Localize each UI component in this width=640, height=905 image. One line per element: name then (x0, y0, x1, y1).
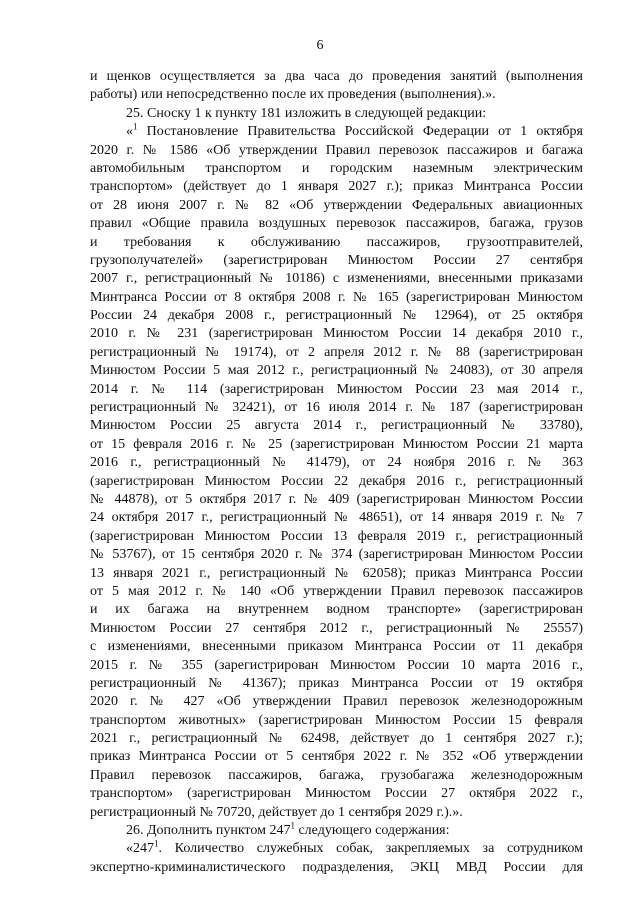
footnote-marker: 1 (290, 820, 295, 831)
text-line: и требования к обслуживанию пассажиров, грузоотправителей, (90, 234, 583, 250)
text-line: № 44878), от 5 октября 2017 г. № 409 (зарегистрирован Минюстом России (90, 491, 583, 507)
text-line: 2020 г. № 427 «Об утверждении Правил перевозок железнодорожным (90, 694, 583, 710)
text-line: (зарегистрирован Минюстом России 13 февраля 2019 г., регистрационный (90, 528, 583, 544)
text-line: правил «Общие правила воздушных перевозок пассажиров, багажа, грузов (90, 216, 583, 232)
text-line: 24 октября 2017 г., регистрационный № 48651), от 14 января 2019 г. № 7 (90, 510, 583, 526)
text-line: и их багажа на внутреннем водном транспорте» (зарегистрирован (90, 602, 583, 618)
text-line: транспортом» (зарегистрирован Минюстом России 27 октября 2022 г., (90, 786, 583, 802)
page-number: 6 (316, 38, 324, 53)
document-body (90, 68, 583, 877)
text-line: 2007 г., регистрационный № 10186) с изменениями, внесенными приказами (90, 271, 583, 287)
text-line: приказ Минтранса России от 5 сентября 2022 г. № 352 «Об утверждении (90, 749, 583, 765)
text-line: 2016 г., регистрационный № 41479), от 24 ноября 2016 г. № 363 (90, 455, 583, 471)
text-line: 13 января 2021 г., регистрационный № 62058); приказ Минтранса России (90, 565, 583, 581)
text-line: Минюстом России 27 сентября 2012 г., регистрационный № 25557) (90, 620, 583, 636)
text-line: (зарегистрирован Минюстом России 22 декабря 2016 г., регистрационный (90, 473, 583, 489)
text-line: и щенков осуществляется за два часа до проведения занятий (выполнения (90, 69, 583, 84)
text-line: регистрационный № 19174), от 2 апреля 2012 г. № 88 (зарегистрирован (90, 344, 583, 360)
text-line: автомобильным транспортом и городским наземным электрическим (90, 160, 583, 176)
text-line: регистрационный № 70720, действует до 1 сентября 2029 г.).». (90, 804, 463, 820)
text-line: 2021 г., регистрационный № 62498, действует до 1 сентября 2027 г.); (90, 731, 583, 747)
text-line: 2015 г. № 355 (зарегистрирован Минюстом России 10 марта 2016 г., (90, 657, 583, 673)
text-line: «$^1$ Постановление Правительства Российской Федерации от 1 октября (126, 121, 583, 140)
text-line: регистрационный № 32421), от 16 июля 2014 г. № 187 (зарегистрирован (90, 400, 583, 416)
text-line: работы) или непосредственно после их проведения (выполнения).». (90, 87, 496, 103)
text-line: от 15 февраля 2016 г. № 25 (зарегистрирован Минюстом России 21 марта (90, 436, 583, 452)
footnote-marker: 1 (133, 121, 138, 132)
text-line: транспортом» (действует до 1 января 2027 г.); приказ Минтранса России (90, 179, 583, 195)
footnote-marker: 1 (154, 838, 159, 849)
text-line: транспортом животных» (зарегистрирован Минюстом России 15 февраля (90, 712, 583, 728)
text-line: Минюстом России 5 мая 2012 г., регистрационный № 24083), от 30 апреля (90, 363, 583, 379)
text-line: 2010 г. № 231 (зарегистрирован Минюстом России 14 декабря 2010 г., (90, 326, 583, 342)
text-line: Минтранса России от 8 октября 2008 г. № 165 (зарегистрирован Минюстом (90, 289, 583, 305)
text-line: 26. Дополнить пунктом $247^1$ следующего содержания: (126, 820, 450, 839)
text-line: 2014 г. № 114 (зарегистрирован Минюстом России 23 мая 2014 г., (90, 381, 583, 397)
text-line: 2020 г. № 1586 «Об утверждении Правил перевозок пассажиров и багажа (90, 142, 583, 158)
text-line: «$247^1$. Количество служебных собак, закрепляемых за сотрудником (126, 838, 583, 857)
text-line: 25. Сноску 1 к пункту 181 изложить в следующей редакции: (126, 105, 487, 121)
text-line: экспертно-криминалистического подразделения, ЭКЦ МВД России для (90, 859, 583, 875)
text-line: № 53767), от 15 сентября 2020 г. № 374 (зарегистрирован Минюстом России (90, 547, 583, 563)
text-line: грузополучателей» (зарегистрирован Минюстом России 27 сентября (90, 252, 583, 268)
text-line: Правил перевозок пассажиров, багажа, грузобагажа железнодорожным (90, 767, 583, 783)
text-line: от 28 июня 2007 г. № 82 «Об утверждении Федеральных авиационных (90, 197, 583, 213)
text-line: от 5 мая 2012 г. № 140 «Об утверждении Правил перевозок пассажиров (90, 583, 583, 599)
text-line: с изменениями, внесенными приказом Минтранса России от 11 декабря (90, 639, 583, 655)
text-line: регистрационный № 41367); приказ Минтранса России от 19 октября (90, 675, 583, 691)
text-line: России 24 декабря 2008 г., регистрационный № 12964), от 25 октября (90, 308, 583, 324)
text-line: Минюстом России 25 августа 2014 г., регистрационный № 33780), (90, 418, 583, 434)
